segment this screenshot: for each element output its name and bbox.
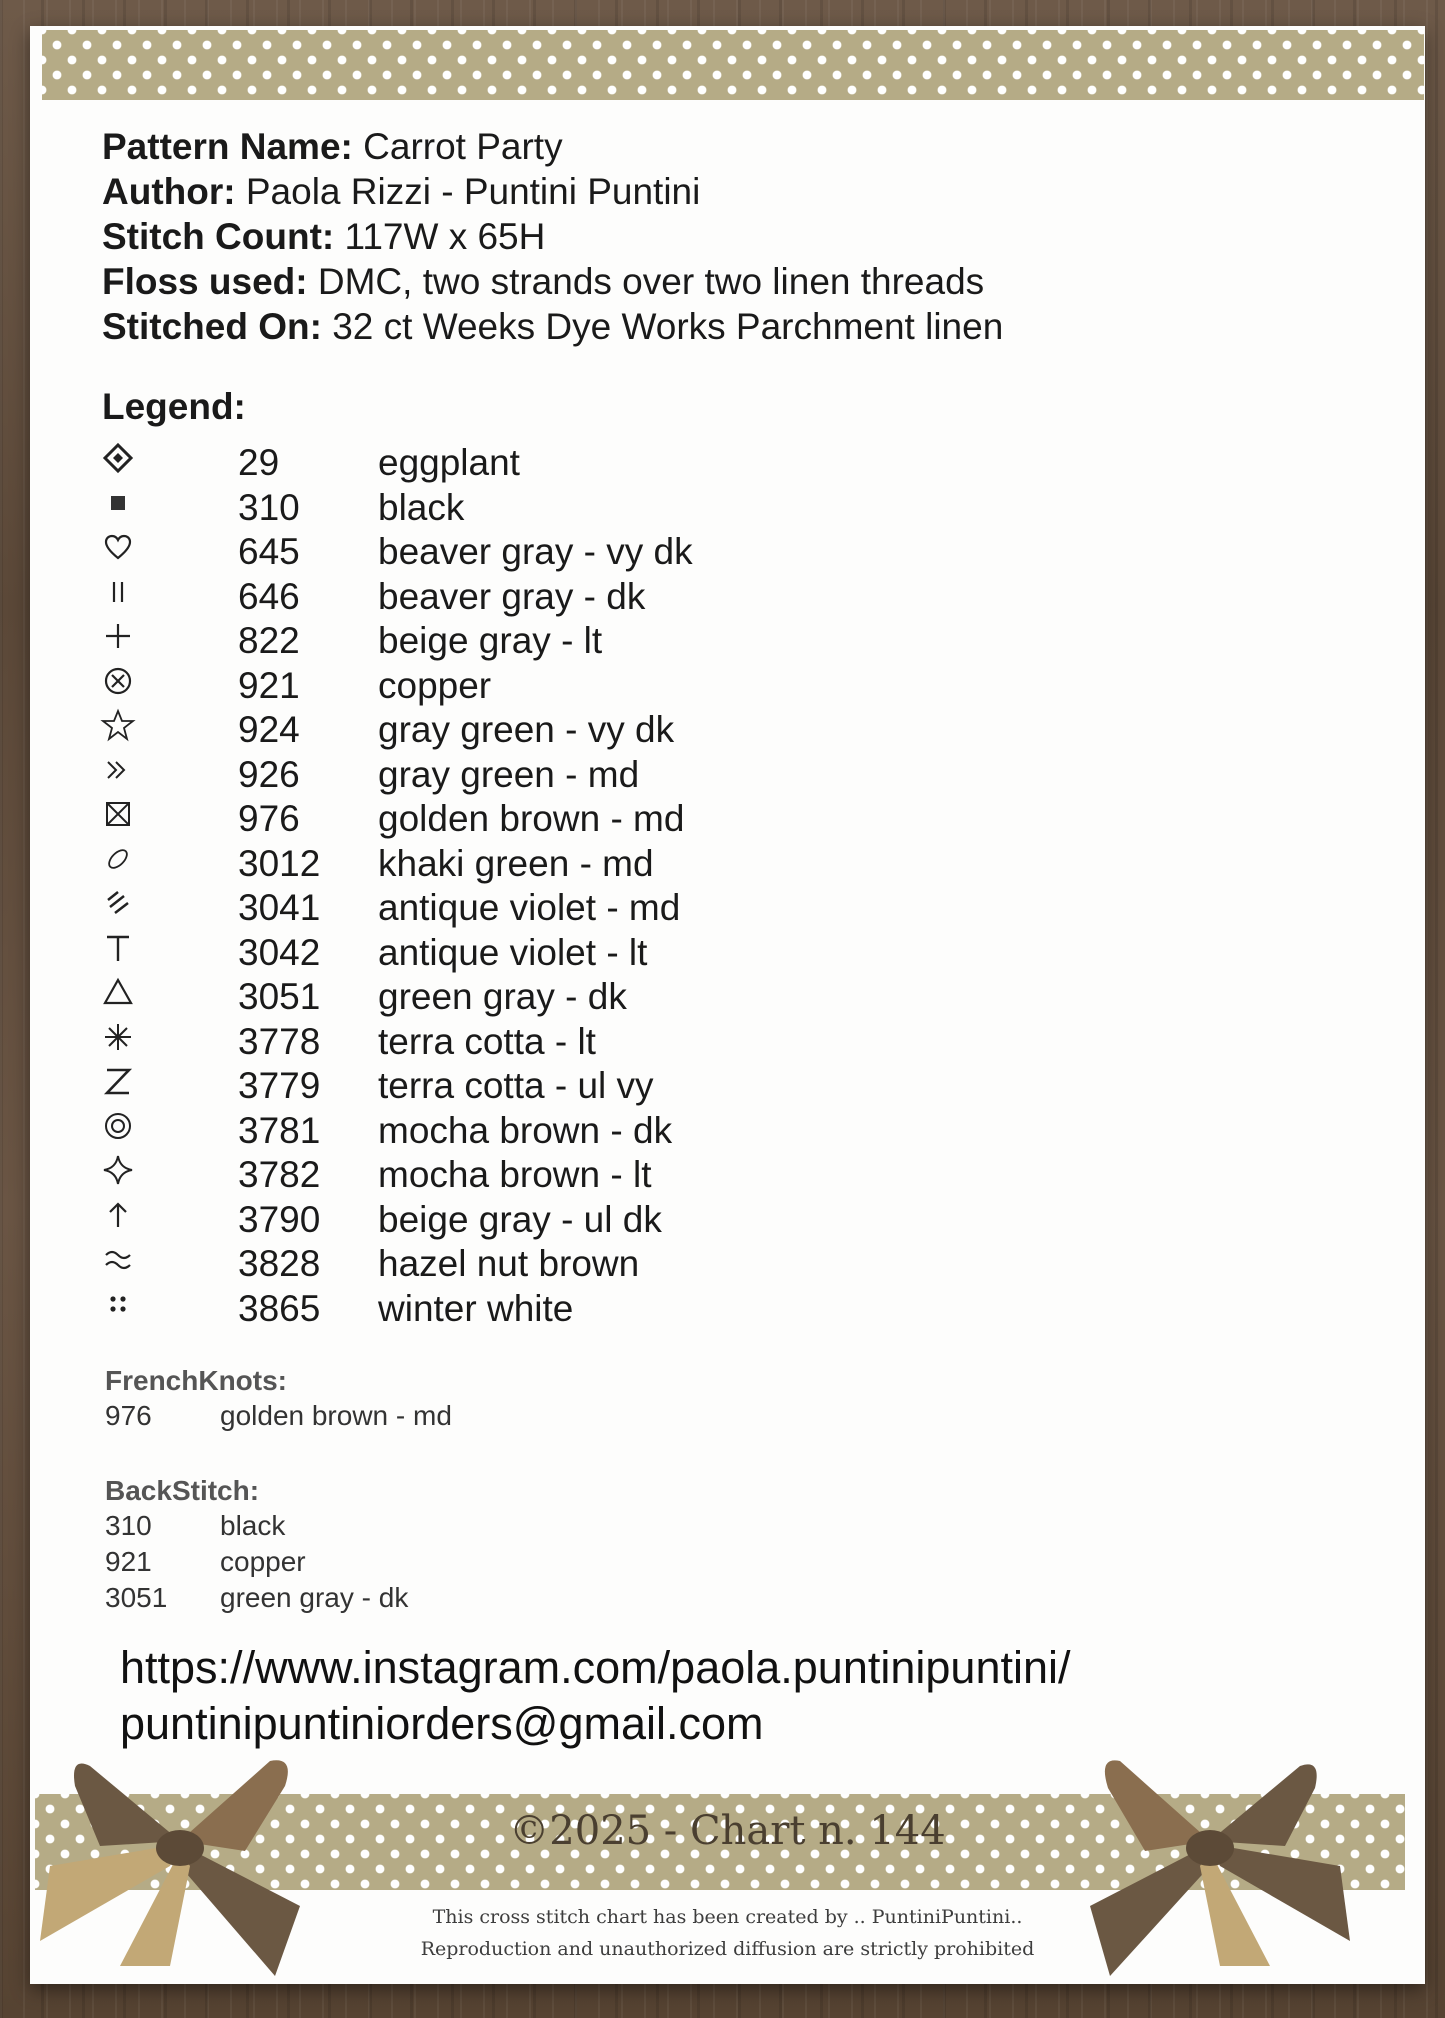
- top-ribbon-border: [42, 30, 1424, 100]
- double-bar-icon: [98, 572, 138, 612]
- legend-item: 3790 beige gray - ul dk: [98, 1193, 1098, 1238]
- disclaimer-line: Reproduction and unauthorized diffusion are strictly prohibited: [420, 1938, 1035, 1960]
- four-dots-icon: [98, 1284, 138, 1324]
- diamond-dot-icon: [98, 438, 138, 478]
- author-row: Author: Paola Rizzi - Puntini Puntini: [102, 171, 701, 212]
- backstitch-item: 921 copper: [105, 1546, 306, 1577]
- legend-item: 3828 hazel nut brown: [98, 1237, 1098, 1282]
- legend-item: 646 beaver gray - dk: [98, 570, 1098, 615]
- legend-item: 3041 antique violet - md: [98, 881, 1098, 926]
- legend-item: 822 beige gray - lt: [98, 614, 1098, 659]
- legend-item: 3042 antique violet - lt: [98, 926, 1098, 971]
- backstitch-section: [105, 1472, 705, 1618]
- circled-x-icon: [98, 661, 138, 701]
- legend-item: 921 copper: [98, 659, 1098, 704]
- legend-item: 3865 winter white: [98, 1282, 1098, 1327]
- backstitch-item: 3051 green gray - dk: [105, 1582, 409, 1613]
- oval-icon: [98, 839, 138, 879]
- french-knots-heading: FrenchKnots:: [105, 1365, 287, 1396]
- triple-slash-icon: [98, 883, 138, 923]
- backstitch-heading: BackStitch:: [105, 1475, 260, 1506]
- plus-icon: [98, 616, 138, 656]
- star-outline-icon: [98, 705, 138, 745]
- legend-item: 29 eggplant: [98, 436, 1098, 481]
- legend-item: 976 golden brown - md: [98, 792, 1098, 837]
- legend-item: 924 gray green - vy dk: [98, 703, 1098, 748]
- four-point-star-icon: [98, 1150, 138, 1190]
- copyright-text: ©2025 - Chart n. 144: [509, 1808, 946, 1854]
- double-chevron-icon: [98, 750, 138, 790]
- backstitch-item: 310 black: [105, 1510, 286, 1541]
- legend-item: 3779 terra cotta - ul vy: [98, 1059, 1098, 1104]
- legend-item: 310 black: [98, 481, 1098, 526]
- instagram-link: https://www.instagram.com/paola.puntinipuntini/: [120, 1642, 1071, 1693]
- asterisk-icon: [98, 1017, 138, 1057]
- stitch-count-row: Stitch Count: 117W x 65H: [102, 216, 546, 257]
- legend-heading: Legend:: [102, 386, 246, 427]
- legend-item: 3782 mocha brown - lt: [98, 1148, 1098, 1193]
- target-circle-icon: [98, 1106, 138, 1146]
- pattern-name-row: Pattern Name: Carrot Party: [102, 126, 563, 167]
- legend-item: 3012 khaki green - md: [98, 837, 1098, 882]
- z-letter-icon: [98, 1061, 138, 1101]
- floss-used-row: Floss used: DMC, two strands over two linen threads: [102, 261, 985, 302]
- legend-item: 645 beaver gray - vy dk: [98, 525, 1098, 570]
- chart-page: [30, 26, 1425, 1984]
- t-letter-icon: [98, 928, 138, 968]
- approx-icon: [98, 1239, 138, 1279]
- legend-item: 3051 green gray - dk: [98, 970, 1098, 1015]
- up-arrow-icon: [98, 1195, 138, 1235]
- triangle-icon: [98, 972, 138, 1012]
- french-knot-item: 976 golden brown - md: [105, 1400, 452, 1431]
- legend-item: 926 gray green - md: [98, 748, 1098, 793]
- legend-item: 3778 terra cotta - lt: [98, 1015, 1098, 1060]
- stitched-on-row: Stitched On: 32 ct Weeks Dye Works Parchment linen: [102, 306, 1004, 347]
- email-address: puntinipuntiniorders@gmail.com: [120, 1698, 764, 1749]
- boxed-x-icon: [98, 794, 138, 834]
- french-knots-section: [105, 1362, 705, 1436]
- disclaimer-line: This cross stitch chart has been created by .. PuntiniPuntini..: [432, 1906, 1023, 1928]
- filled-square-icon: [98, 483, 138, 523]
- legend-item: 3781 mocha brown - dk: [98, 1104, 1098, 1149]
- legend-list: [98, 436, 1098, 1329]
- heart-icon: [98, 527, 138, 567]
- pattern-info: [102, 124, 1352, 349]
- disclaimer: [30, 1901, 1425, 1965]
